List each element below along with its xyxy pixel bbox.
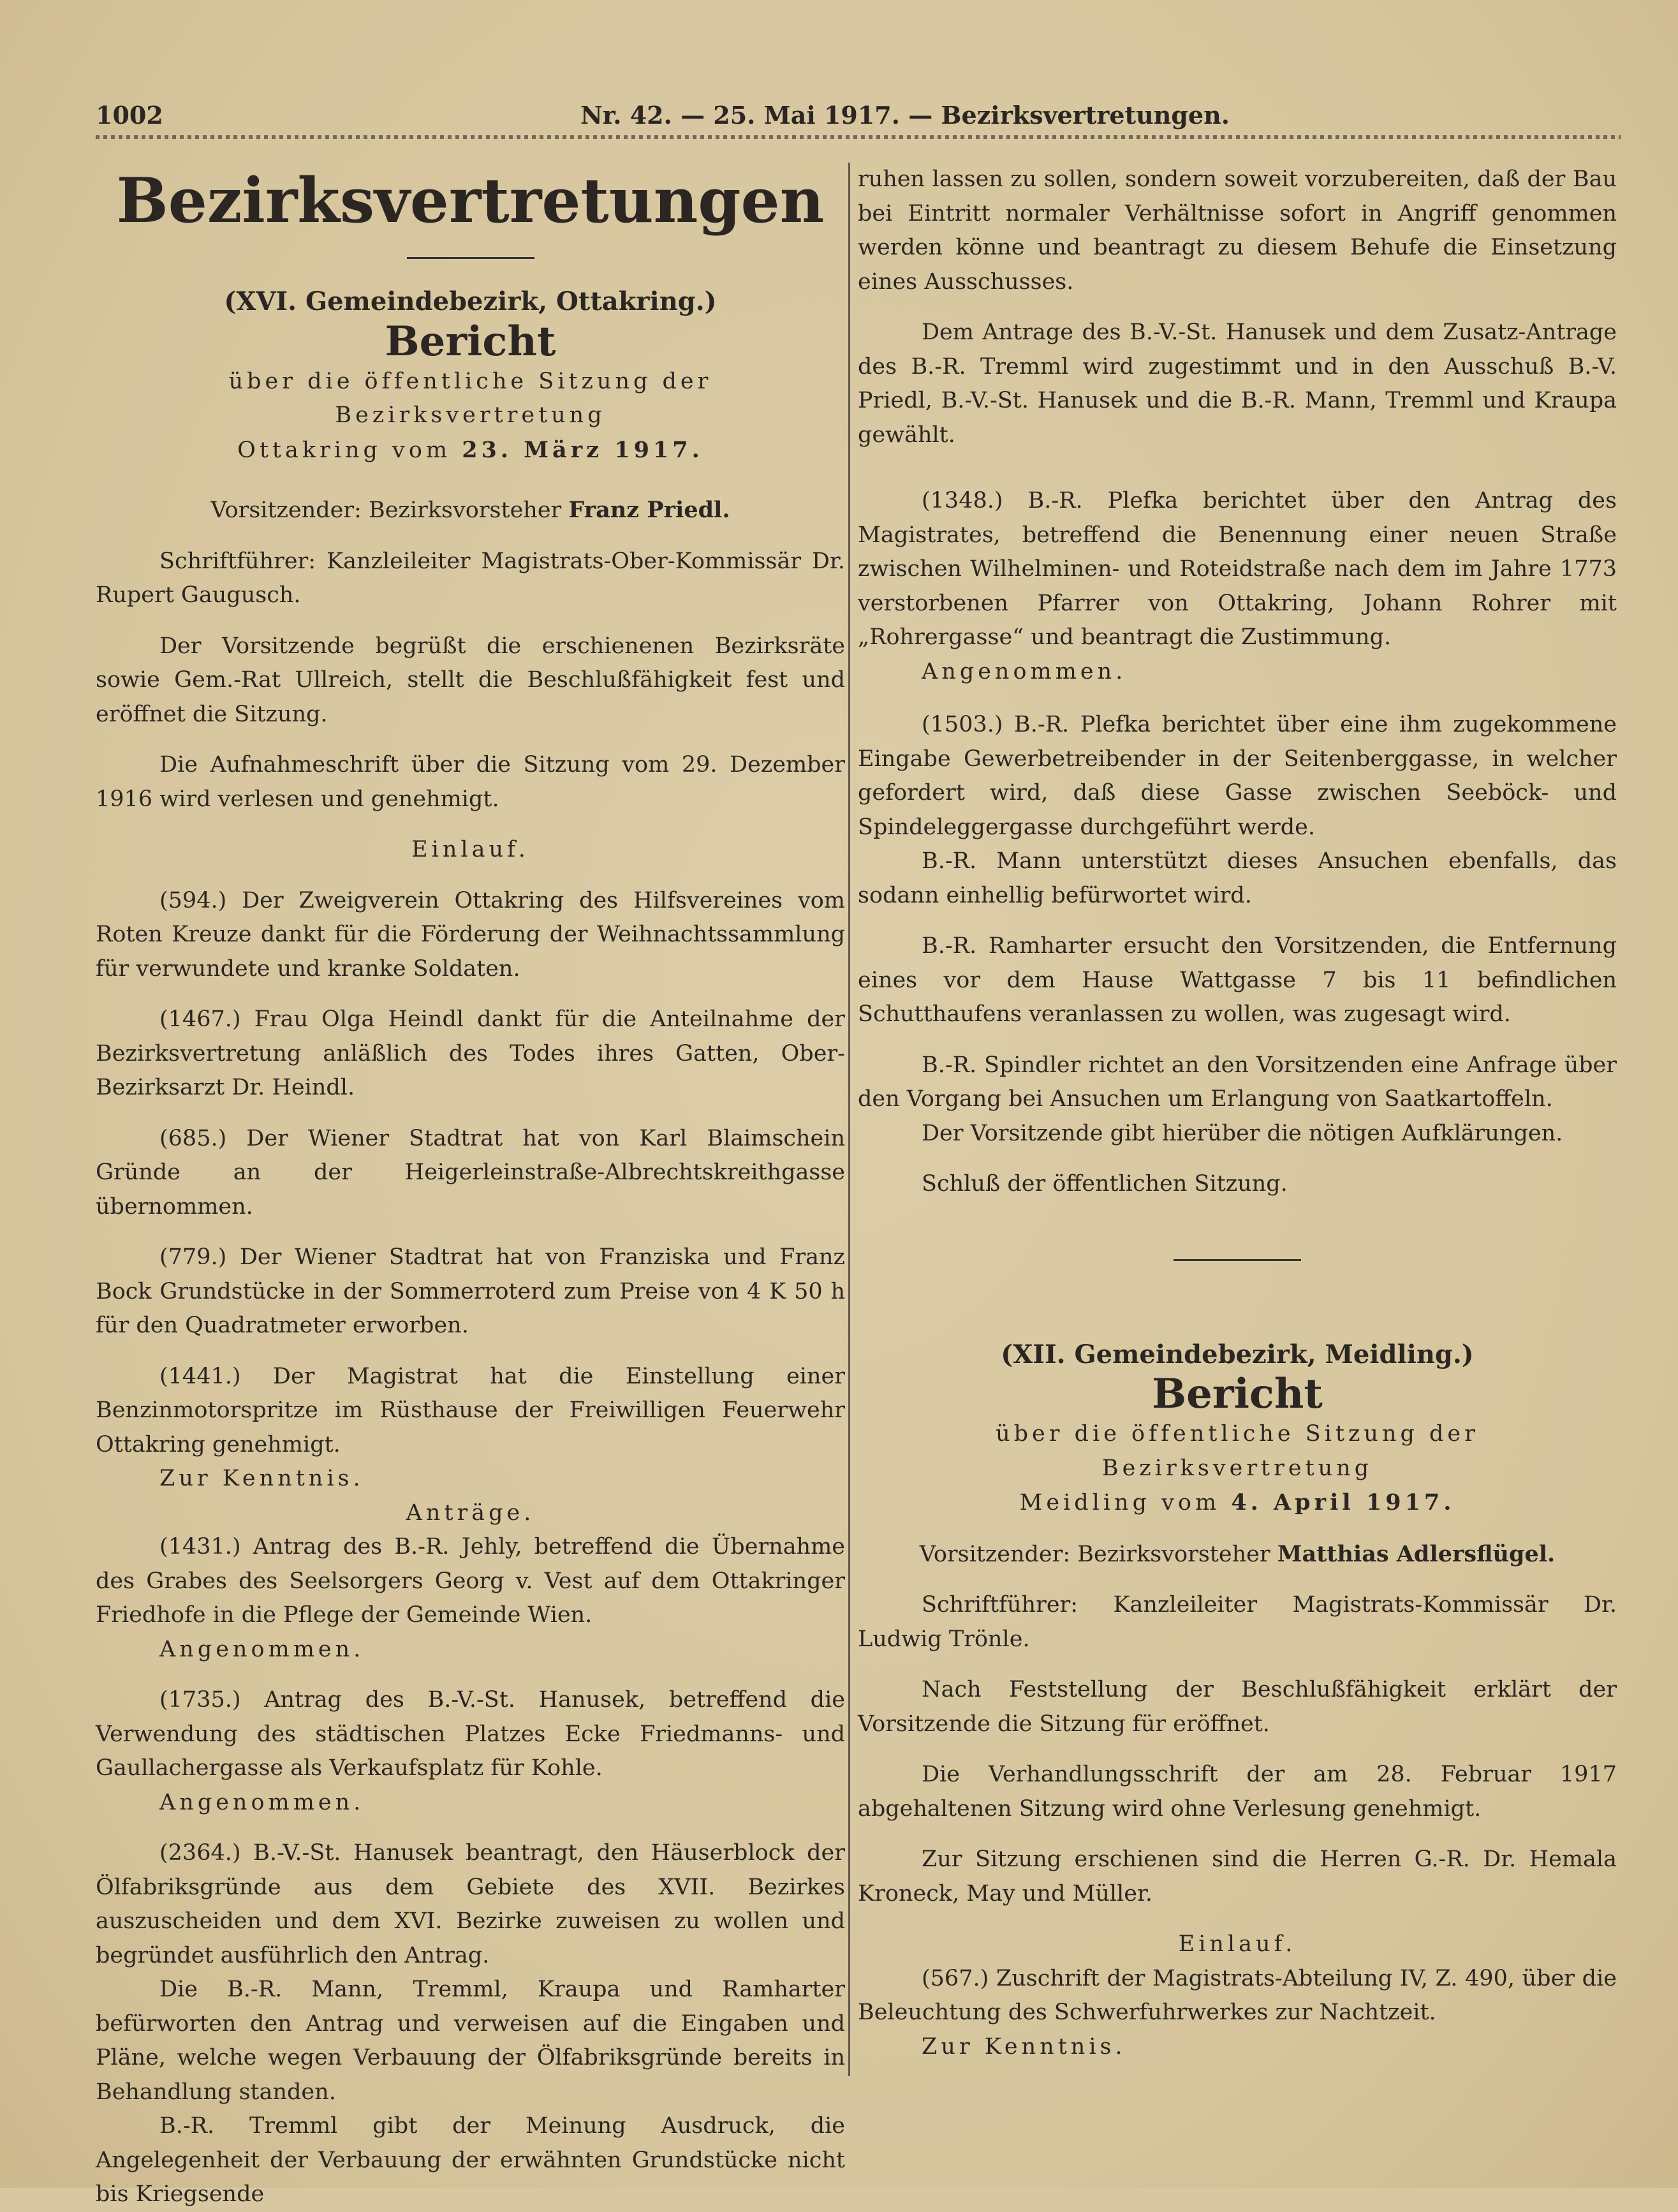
paragraph: ruhen lassen zu sollen, sondern soweit vorzubereiten, daß der Bau bei Eintritt normaler Verhältnisse sofort in Angriff genommen werden könne und beantragt zu diesem Behufe die Einsetzung eines Ausschusses. <box>858 166 1617 295</box>
report-subtitle: über die öffentliche Sitzung der Bezirksvertretung <box>228 368 712 428</box>
section-antraege: Anträge. <box>406 1500 535 1526</box>
right-column <box>858 163 1617 2081</box>
section-separator <box>1174 1259 1301 1261</box>
antrag: (2364.) B.-V.-St. Hanusek beantragt, den Häuserblock der Ölfabriksgründe aus dem Gebiete des XVII. Bezirkes auszuscheiden und dem XVI. Bezirke zuweisen zu wollen und begründet ausführlich den Antrag. <box>96 1840 845 1968</box>
left-column <box>96 163 845 2212</box>
paragraph: Schriftführer: Kanzleileiter Magistrats-Kommissär Dr. Ludwig Trönle. <box>858 1592 1617 1652</box>
report-date: 23. März 1917. <box>462 436 703 463</box>
paragraph: Nach Feststellung der Beschlußfähigkeit erklärt der Vorsitzende die Sitzung für eröffnet. <box>858 1677 1617 1737</box>
paragraph: Die Aufnahmeschrift über die Sitzung vom 29. Dezember 1916 wird verlesen und genehmigt. <box>96 752 845 812</box>
einlauf-item: (594.) Der Zweigverein Ottakring des Hilfsvereines vom Roten Kreuze dankt für die Förderung der Weihnachtssammlung für verwundete und kranke Soldaten. <box>96 887 845 982</box>
chair-line <box>858 1537 1617 1572</box>
paragraph: Dem Antrage des B.-V.-St. Hanusek und dem Zusatz-Antrage des B.-R. Tremml wird zugestimmt und in den Ausschuß B.-V. Priedl, B.-V.-St. Hanusek und die B.-R. Mann, Tremml und Kraupa gewählt. <box>858 320 1617 448</box>
report-heading: Bericht <box>1152 1370 1323 1418</box>
angenommen: Angenommen. <box>159 1789 365 1815</box>
antrag: (1431.) Antrag des B.-R. Jehly, betreffend die Übernahme des Grabes des Seelsorgers Georg v. Vest auf dem Ottakringer Friedhofe in die Pflege der Gemeinde Wien. <box>96 1534 845 1628</box>
paragraph: Zur Sitzung erschienen sind die Herren G.-R. Dr. Hemala Kroneck, May und Müller. <box>858 1847 1617 1906</box>
section-einlauf: Einlauf. <box>411 837 529 862</box>
chair-label: Vorsitzender: Bezirksvorsteher <box>210 498 569 523</box>
antrag: (1735.) Antrag des B.-V.-St. Hanusek, betreffend die Verwendung des städtischen Platzes Ecke Friedmanns- und Gaullachergasse als Verkaufsplatz für Kohle. <box>96 1687 845 1781</box>
einlauf-item: (685.) Der Wiener Stadtrat hat von Karl Blaimschein Gründe an der Heigerleinstraße-Albrechtskreithgasse übernommen. <box>96 1125 845 1220</box>
title-rule <box>407 257 534 259</box>
paragraph: B.-R. Spindler richtet an den Vorsitzenden eine Anfrage über den Vorgang bei Ansuchen um Erlangung von Saatkartoffeln. <box>858 1052 1617 1112</box>
paragraph: Die Verhandlungsschrift der am 28. Februar 1917 abgehaltenen Sitzung wird ohne Verlesung genehmigt. <box>858 1762 1617 1822</box>
closing-line: Schluß der öffentlichen Sitzung. <box>922 1171 1288 1197</box>
chair-line <box>96 493 845 528</box>
running-title: Nr. 42. — 25. Mai 1917. — Bezirksvertretungen. <box>580 101 1230 129</box>
paragraph: Schriftführer: Kanzleileiter Magistrats-Ober-Kommissär Dr. Rupert Gaugusch. <box>96 548 845 608</box>
page-header <box>96 96 1614 134</box>
report-date-line <box>96 433 845 468</box>
date-prefix: Ottakring vom <box>237 437 462 463</box>
einlauf-item: (567.) Zuschrift der Magistrats-Abteilung IV, Z. 490, über die Beleuchtung des Schwerfuhrwerkes zur Nachtzeit. <box>858 1965 1617 2025</box>
report-date-line <box>858 1486 1617 1521</box>
zur-kenntnis: Zur Kenntnis. <box>159 1466 364 1491</box>
district-heading: (XII. Gemeindebezirk, Meidling.) <box>1001 1339 1474 1369</box>
report-heading: Bericht <box>385 317 556 365</box>
chair-name: Franz Priedl. <box>568 497 730 523</box>
zur-kenntnis: Zur Kenntnis. <box>922 2033 1126 2060</box>
report-date: 4. April 1917. <box>1231 1489 1455 1515</box>
angenommen: Angenommen. <box>159 1636 365 1662</box>
page-number: 1002 <box>96 101 163 129</box>
paragraph: B.-R. Mann unterstützt dieses Ansuchen ebenfalls, das sodann einhellig befürwortet wird. <box>858 848 1617 908</box>
header-rule <box>96 135 1621 139</box>
paragraph: B.-R. Ramharter ersucht den Vorsitzenden, die Entfernung eines vor dem Hause Wattgasse 7 bis 11 befindlichen Schutthaufens veranlassen zu wollen, was zugesagt wird. <box>858 933 1617 1027</box>
chair-label: Vorsitzender: Bezirksvorsteher <box>919 1541 1277 1567</box>
paragraph: Der Vorsitzende begrüßt die erschienenen Bezirksräte sowie Gem.-Rat Ullreich, stellt die Beschlußfähigkeit fest und eröffnet die Sitzung. <box>96 633 845 727</box>
einlauf-item: (779.) Der Wiener Stadtrat hat von Franziska und Franz Bock Grundstücke in der Sommerroterd zum Preise von 4 K 50 h für den Quadratmeter erworben. <box>96 1244 845 1338</box>
paragraph: (1348.) B.-R. Plefka berichtet über den Antrag des Magistrates, betreffend die Benennung einer neuen Straße zwischen Wilhelminen- und Roteidstraße nach dem im Jahre 1773 verstorbenen Pfarrer von Ottakring, Johann Rohrer mit „Rohrergasse“ und beantragt die Zustimmung. <box>858 488 1617 650</box>
angenommen: Angenommen. <box>922 658 1127 684</box>
chair-name: Matthias Adlersflügel. <box>1277 1540 1556 1567</box>
report-subtitle: über die öffentliche Sitzung der Bezirksvertretung <box>996 1421 1479 1481</box>
paragraph: Der Vorsitzende gibt hierüber die nötigen Aufklärungen. <box>922 1120 1563 1146</box>
paragraph: B.-R. Tremml gibt der Meinung Ausdruck, die Angelegenheit der Verbauung der erwähnten Grundstücke nicht bis Kriegsende <box>96 2113 845 2207</box>
district-heading: (XVI. Gemeindebezirk, Ottakring.) <box>224 286 717 316</box>
einlauf-item: (1441.) Der Magistrat hat die Einstellung einer Benzinmotorspritze im Rüsthause der Freiwilligen Feuerwehr Ottakring genehmigt. <box>96 1363 845 1457</box>
column-divider <box>848 163 850 2076</box>
paragraph: Die B.-R. Mann, Tremml, Kraupa und Ramharter befürworten den Antrag und verweisen auf die Eingaben und Pläne, welche wegen Verbauung der Ölfabriksgründe bereits in Behandlung standen. <box>96 1977 845 2105</box>
section-einlauf: Einlauf. <box>1178 1931 1297 1957</box>
main-title: Bezirksvertretungen <box>116 165 825 237</box>
einlauf-item: (1467.) Frau Olga Heindl dankt für die Anteilnahme der Bezirksvertretung anläßlich des Todes ihres Gatten, Ober-Bezirksarzt Dr. Heindl. <box>96 1006 845 1100</box>
date-prefix: Meidling vom <box>1019 1490 1232 1515</box>
paragraph: (1503.) B.-R. Plefka berichtet über eine ihm zugekommene Eingabe Gewerbetreibender in der Seitenberggasse, in welcher gefordert wird, daß diese Gasse zwischen Seeböck- und Spindeleggergasse durchgeführt werde. <box>858 712 1617 840</box>
